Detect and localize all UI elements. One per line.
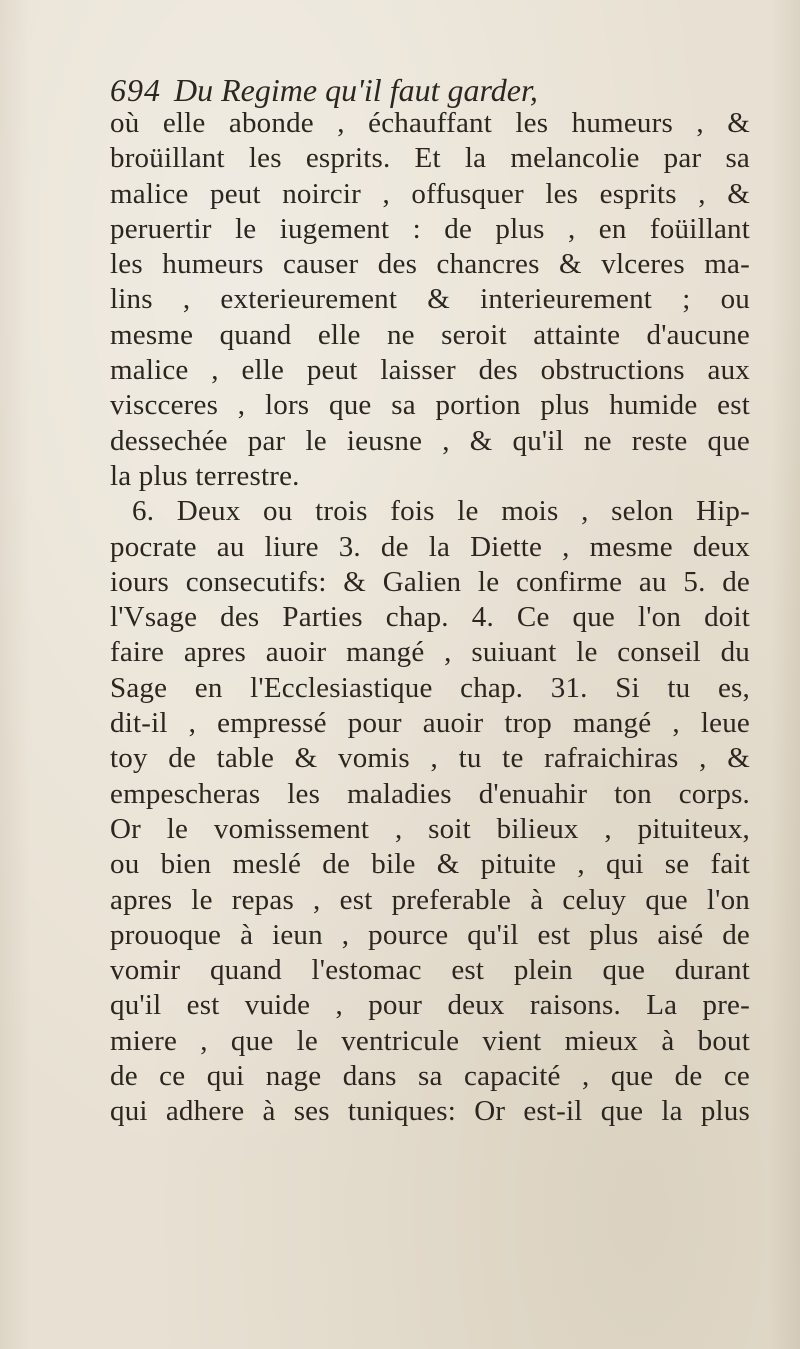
text-line: empescheras les maladies d'enuahir ton corps. [110,777,750,810]
text-line: l'Vsage des Parties chap. 4. Ce que l'on doit [110,601,750,634]
text-line: ou bien meslé de bile & pituite , qui se fait [110,848,750,881]
text-line: qu'il est vuide , pour deux raisons. La pre- [110,989,750,1022]
text-line: pocrate au liure 3. de la Diette , mesme deux [110,530,750,563]
text-line: broüillant les esprits. Et la melancolie par sa [110,142,750,175]
text-line: de ce qui nage dans sa capacité , que de ce [110,1060,750,1093]
text-line: miere , que le ventricule vient mieux à bout [110,1024,750,1057]
text-line: lins , exterieurement & interieurement ; ou [110,283,750,316]
text-line: Sage en l'Ecclesiastique chap. 31. Si tu es, [110,671,750,704]
text-line: faire apres auoir mangé , suiuant le conseil du [110,636,750,669]
text-line: 6. Deux ou trois fois le mois , selon Hip- [132,495,750,528]
text-line: la plus terrestre. [110,459,300,492]
text-line: Or le vomissement , soit bilieux , pituiteux, [110,812,750,845]
text-line: dit-il , empressé pour auoir trop mangé , leue [110,707,750,740]
text-line: les humeurs causer des chancres & vlceres ma- [110,248,750,281]
text-line: dessechée par le ieusne , & qu'il ne reste que [110,424,750,457]
running-title: Du Regime qu'il faut garder, [174,72,538,108]
text-line: malice , elle peut laisser des obstructions aux [110,354,750,387]
text-line: apres le repas , est preferable à celuy que l'on [110,883,750,916]
page-number: 694 [110,72,161,108]
text-line: vomir quand l'estomac est plein que durant [110,954,750,987]
text-line: viscceres , lors que sa portion plus humide est [110,389,750,422]
text-line: iours consecutifs: & Galien le confirme au 5. de [110,565,750,598]
text-line: qui adhere à ses tuniques: Or est-il que la plus [110,1095,750,1128]
text-line: mesme quand elle ne seroit attainte d'aucune [110,318,750,351]
page-header [110,70,670,110]
text-line: prouoque à ieun , pource qu'il est plus aisé de [110,918,750,951]
body-text [110,106,750,1130]
text-line: peruertir le iugement : de plus , en foüillant [110,212,750,245]
text-line: où elle abonde , échauffant les humeurs , & [110,107,750,139]
text-line: toy de table & vomis , tu te rafraichiras , & [110,742,750,775]
text-line: malice peut noircir , offusquer les esprits , & [110,177,750,210]
